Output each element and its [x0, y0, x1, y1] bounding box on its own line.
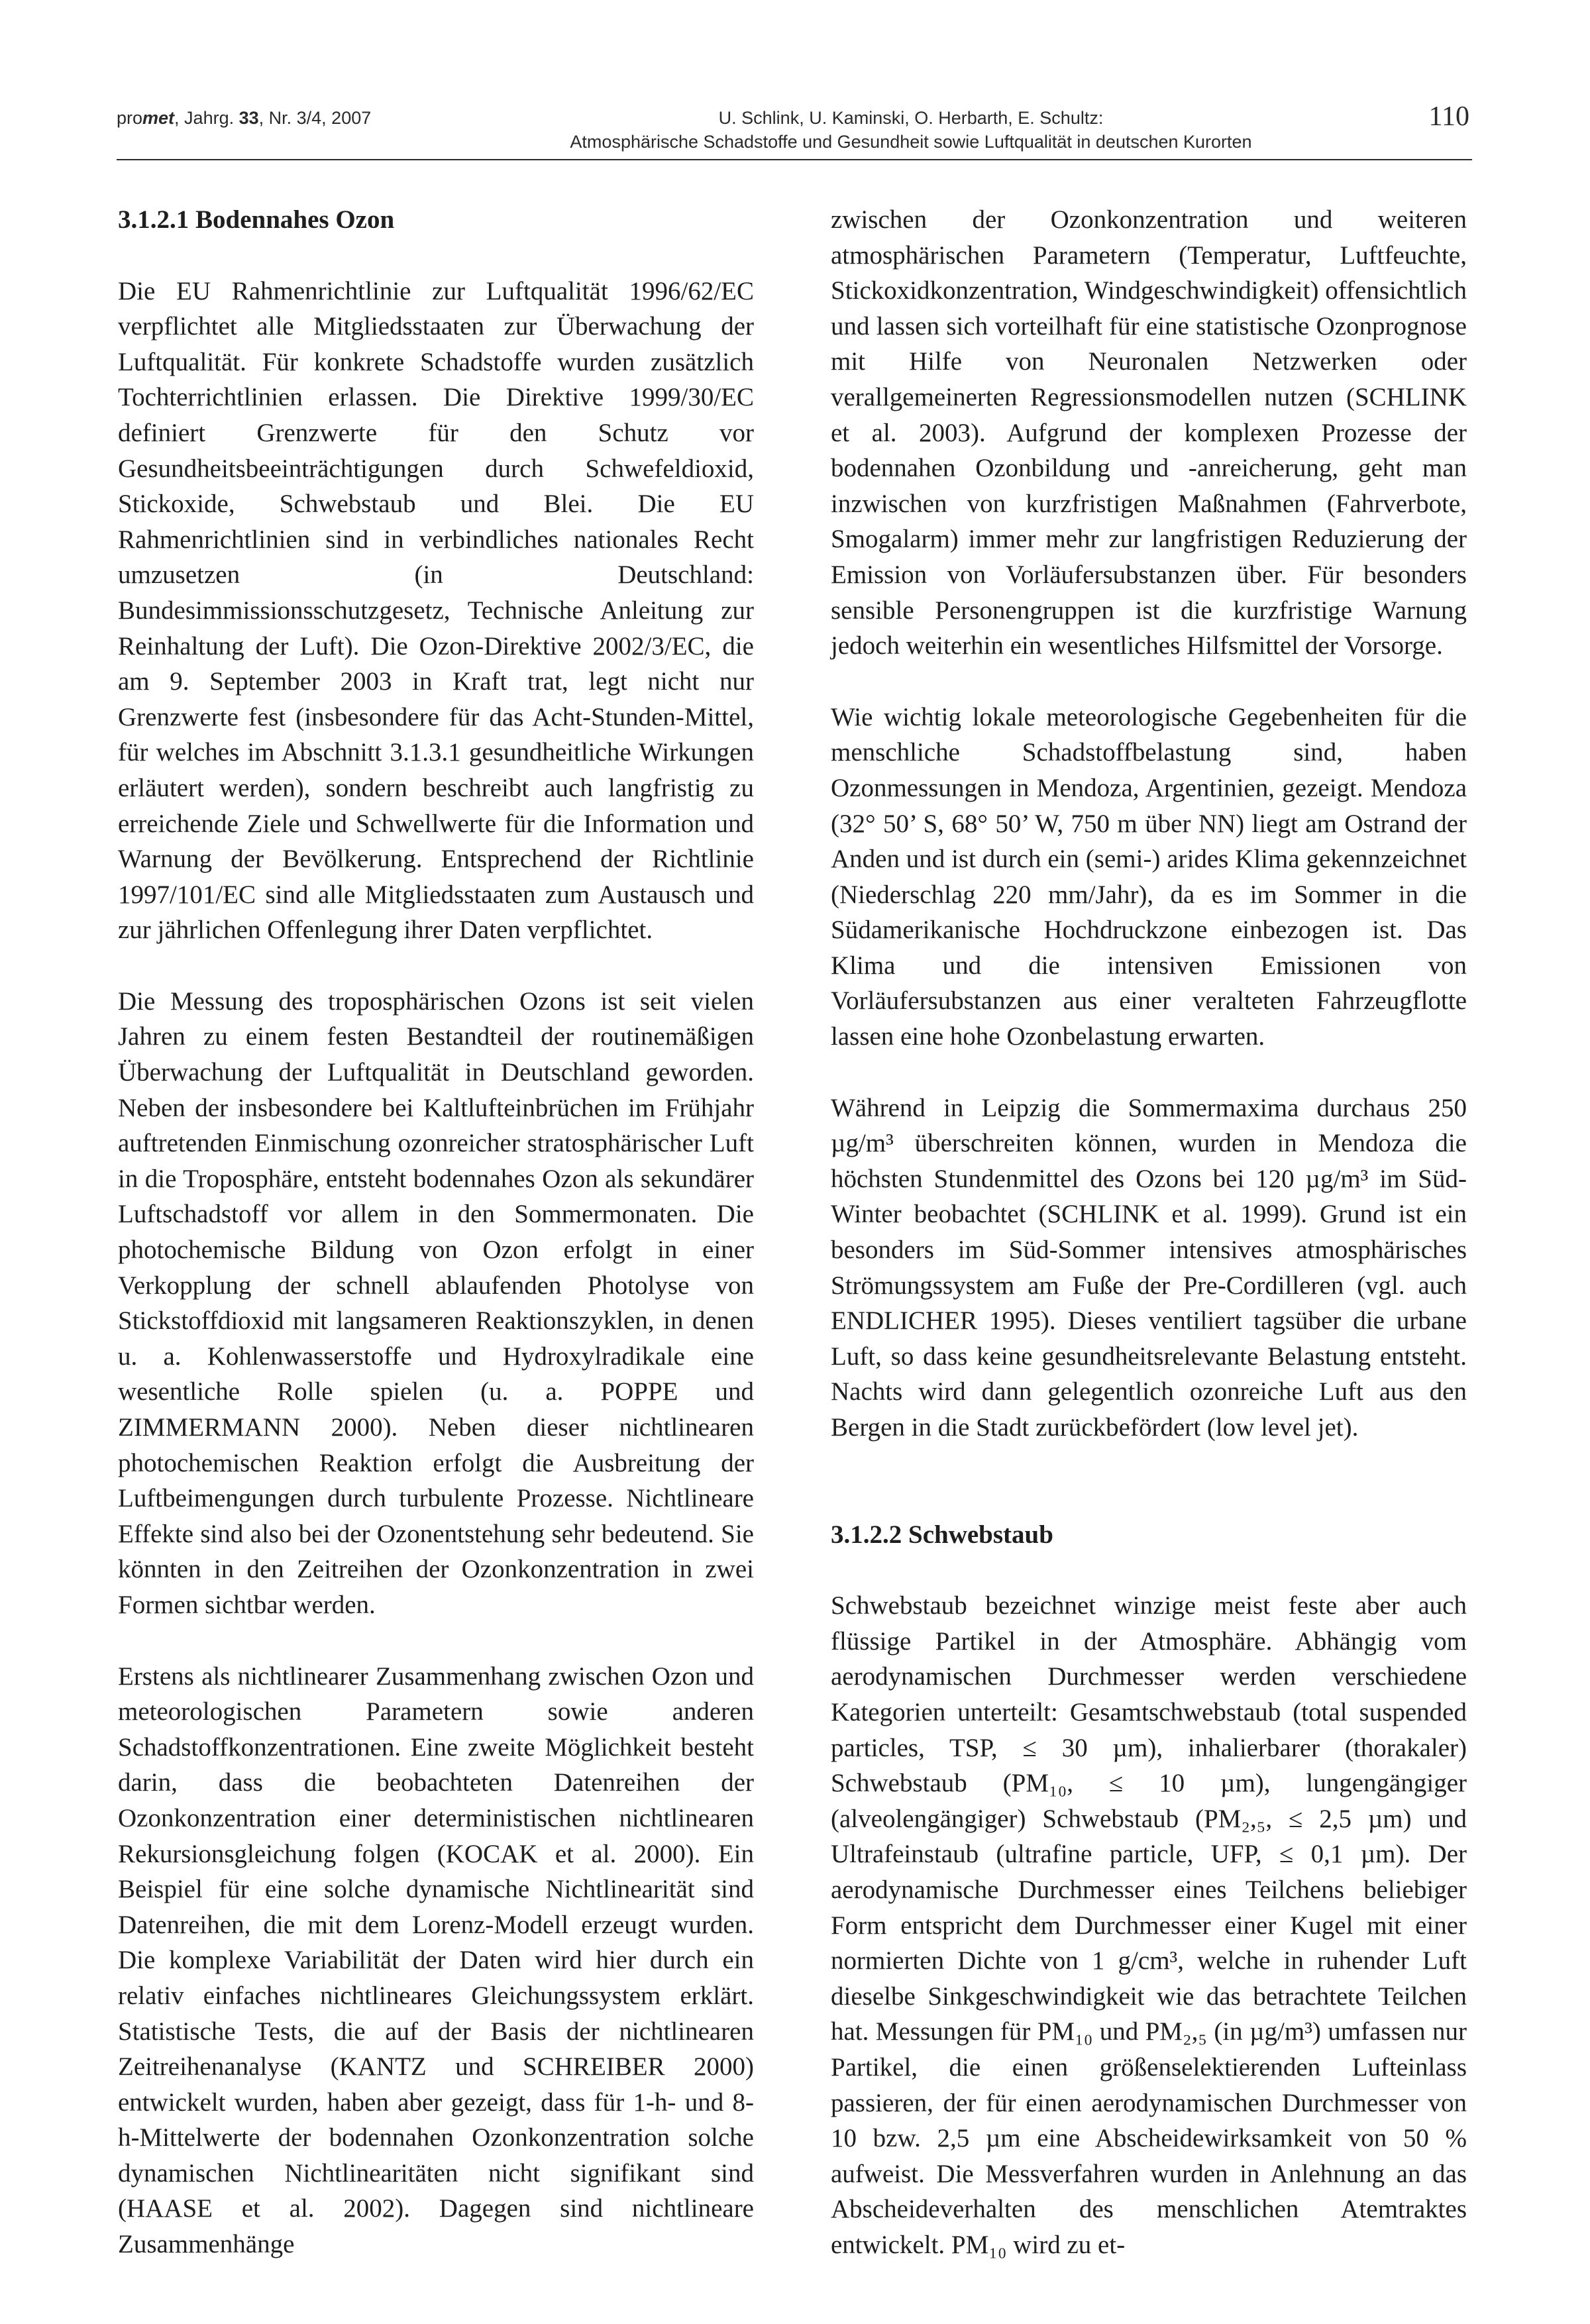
paragraph: Die Messung des troposphärischen Ozons ist seit vielen Jahren zu einem festen Bestandteil der routinemäßigen Überwachung der Luftqualität in Deutschland geworden. Neben der insbesondere bei Kaltlufteinbrüchen im Frühjahr auftretenden Einmischung ozonreicher stratosphärischer Luft in die Troposphäre, entsteht bodennahes Ozon als sekundärer Luftschadstoff vor allem in den Sommermonaten. Die photochemische Bildung von Ozon erfolgt in einer Verkopplung der schnell ablaufenden Photolyse von Stickstoffdioxid mit langsameren Reaktionszyklen, in denen u. a. Kohlenwasserstoffe und Hydroxylradikale eine wesentliche Rolle spielen (u. a. POPPE und ZIMMERMANN 2000). Neben dieser nichtlinearen photochemischen Reaktion erfolgt die Ausbreitung der Luftbeimengungen durch turbulente Prozesse. Nichtlineare Effekte sind also bei der Ozonentstehung sehr bedeutend. Sie könnten in den Zeitreihen der Ozonkonzentration in zwei Formen sichtbar werden.: [118, 986, 754, 1619]
journal-name-met: met: [142, 108, 175, 128]
header-authors: U. Schlink, U. Kaminski, O. Herbarth, E. Schultz:: [718, 108, 1104, 128]
journal-issue: , Nr. 3/4, 2007: [258, 108, 372, 128]
section-heading-schwebstaub: 3.1.2.2 Schwebstaub: [831, 1520, 1053, 1549]
running-header: [530, 106, 1292, 154]
header-article-title: Atmosphärische Schadstoffe und Gesundheit sowie Luftqualität in deutschen Kurorten: [570, 132, 1252, 152]
left-column: [118, 202, 754, 2298]
paragraph: zwischen der Ozonkonzentration und weiteren atmosphärischen Parametern (Temperatur, Luftfeuchte, Stickoxidkonzentration, Windgeschwindigkeit) offensichtlich und lassen sich vorteilhaft für eine statistische Ozonprognose mit Hilfe von Neuronalen Netzwerken oder verallgemeinerten Regressionsmodellen nutzen (SCHLINK et al. 2003). Aufgrund der komplexen Prozesse der bodennahen Ozonbildung und -anreicherung, geht man inzwischen von kurzfristigen Maßnahmen (Fahrverbote, Smogalarm) immer mehr zur langfristigen Reduzierung der Emission von Vorläufersubstanzen über. Für besonders sensible Personengruppen ist die kurzfristige Warnung jedoch weiterhin ein wesentliches Hilfsmittel der Vorsorge.: [831, 205, 1467, 660]
right-column: [831, 202, 1467, 2298]
paragraph: Schwebstaub bezeichnet winzige meist feste aber auch flüssige Partikel in der Atmosphäre. Abhängig vom aerodynamischen Durchmesser werden verschiedene Kategorien unterteilt: Gesamtschwebstaub (total suspended particles, TSP, ≤ 30 µm), inhalierbarer (thorakaler) Schwebstaub (PM₁₀, ≤ 10 µm), lungengängiger (alveolengängiger) Schwebstaub (PM₂,₅, ≤ 2,5 µm) und Ultrafeinstaub (ultrafine particle, UFP, ≤ 0,1 µm). Der aerodynamische Durchmesser eines Teilchens beliebiger Form entspricht dem Durchmesser einer Kugel mit einer normierten Dichte von 1 g/cm³, welche in ruhender Luft dieselbe Sinkgeschwindigkeit wie das betrachtete Teilchen hat. Messungen für PM₁₀ und PM₂,₅ (in µg/m³) umfassen nur Partikel, die einen größenselektierenden Lufteinlass passieren, der für einen aerodynamischen Durchmesser von 10 bzw. 2,5 µm eine Abscheidewirksamkeit von 50 % aufweist. Die Messverfahren wurden in Anlehnung an das Abscheideverhalten des menschlichen Atemtraktes entwickelt. PM₁₀ wird zu et-: [831, 1591, 1467, 2259]
paragraph: Erstens als nichtlinearer Zusammenhang zwischen Ozon und meteorologischen Parametern sowie anderen Schadstoffkonzentrationen. Eine zweite Möglichkeit besteht darin, dass die beobachteten Datenreihen der Ozonkonzentration einer deterministischen nichtlinearen Rekursionsgleichung folgen (KOCAK et al. 2000). Ein Beispiel für eine solche dynamische Nichtlinearität sind Datenreihen, die mit dem Lorenz-Modell erzeugt wurden. Die komplexe Variabilität der Daten wird hier durch ein relativ einfaches nichtlineares Gleichungssystem erklärt. Statistische Tests, die auf der Basis der nichtlinearen Zeitreihenanalyse (KANTZ und SCHREIBER 2000) entwickelt wurden, haben aber gezeigt, dass für 1-h- und 8-h-Mittelwerte der bodennahen Ozonkonzentration solche dynamischen Nichtlinearitäten nicht signifikant sind (HAASE et al. 2002). Dagegen sind nichtlineare Zusammenhänge: [118, 1662, 754, 2259]
paragraph: Wie wichtig lokale meteorologische Gegebenheiten für die menschliche Schadstoffbelastung sind, haben Ozonmessungen in Mendoza, Argentinien, gezeigt. Mendoza (32° 50’ S, 68° 50’ W, 750 m über NN) liegt am Ostrand der Anden und ist durch ein (semi-) arides Klima gekennzeichnet (Niederschlag 220 mm/Jahr), da es im Sommer in die Südamerikanische Hochdruckzone einbezogen ist. Das Klima und die intensiven Emissionen von Vorläufersubstanzen aus einer veralteten Fahrzeugflotte lassen eine hohe Ozonbelastung erwarten.: [831, 702, 1467, 1051]
header-rule: [117, 159, 1472, 160]
journal-volume: 33: [238, 108, 259, 128]
journal-year: , Jahrg.: [174, 108, 239, 128]
journal-name-pro: pro: [117, 108, 143, 128]
paragraph: Die EU Rahmenrichtlinie zur Luftqualität 1996/62/EC verpflichtet alle Mitgliedsstaaten zur Überwachung der Luftqualität. Für konkrete Schadstoffe wurden zusätzlich Tochterrichtlinien erlassen. Die Direktive 1999/30/EC definiert Grenzwerte für den Schutz vor Gesundheitsbeeinträchtigungen durch Schwefeldioxid, Stickoxide, Schwebstaub und Blei. Die EU Rahmenrichtlinien sind in verbindliches nationales Recht umzusetzen (in Deutschland: Bundesimmissionsschutzgesetz, Technische Anleitung zur Reinhaltung der Luft). Die Ozon-Direktive 2002/3/EC, die am 9. September 2003 in Kraft trat, legt nicht nur Grenzwerte fest (insbesondere für das Acht-Stunden-Mittel, für welches im Abschnitt 3.1.3.1 gesundheitliche Wirkungen erläutert werden), sondern beschreibt auch langfristig zu erreichende Ziele und Schwellwerte für die Information und Warnung der Bevölkerung. Entsprechend der Richtlinie 1997/101/EC sind alle Mitgliedsstaaten zum Austausch und zur jährlichen Offenlegung ihrer Daten verpflichtet.: [118, 276, 754, 945]
section-spacer: [831, 1481, 1467, 1517]
section-heading-ozon: 3.1.2.1 Bodennahes Ozon: [118, 205, 395, 234]
paragraph: Während in Leipzig die Sommermaxima durchaus 250 µg/m³ überschreiten können, wurden in Mendoza die höchsten Stundenmittel des Ozons bei 120 µg/m³ im Süd-Winter beobachtet (SCHLINK et al. 1999). Grund ist ein besonders im Süd-Sommer intensives atmosphärisches Strömungssystem am Fuße der Pre-Cordilleren (vgl. auch ENDLICHER 1995). Dieses ventiliert tagsüber die urbane Luft, so dass keine gesundheitsrelevante Belastung entsteht. Nachts wird dann gelegentlich ozonreiche Luft aus den Bergen in die Stadt zurückbefördert (low level jet).: [831, 1093, 1467, 1442]
page-number: 110: [1428, 101, 1469, 132]
journal-citation: [117, 106, 371, 130]
